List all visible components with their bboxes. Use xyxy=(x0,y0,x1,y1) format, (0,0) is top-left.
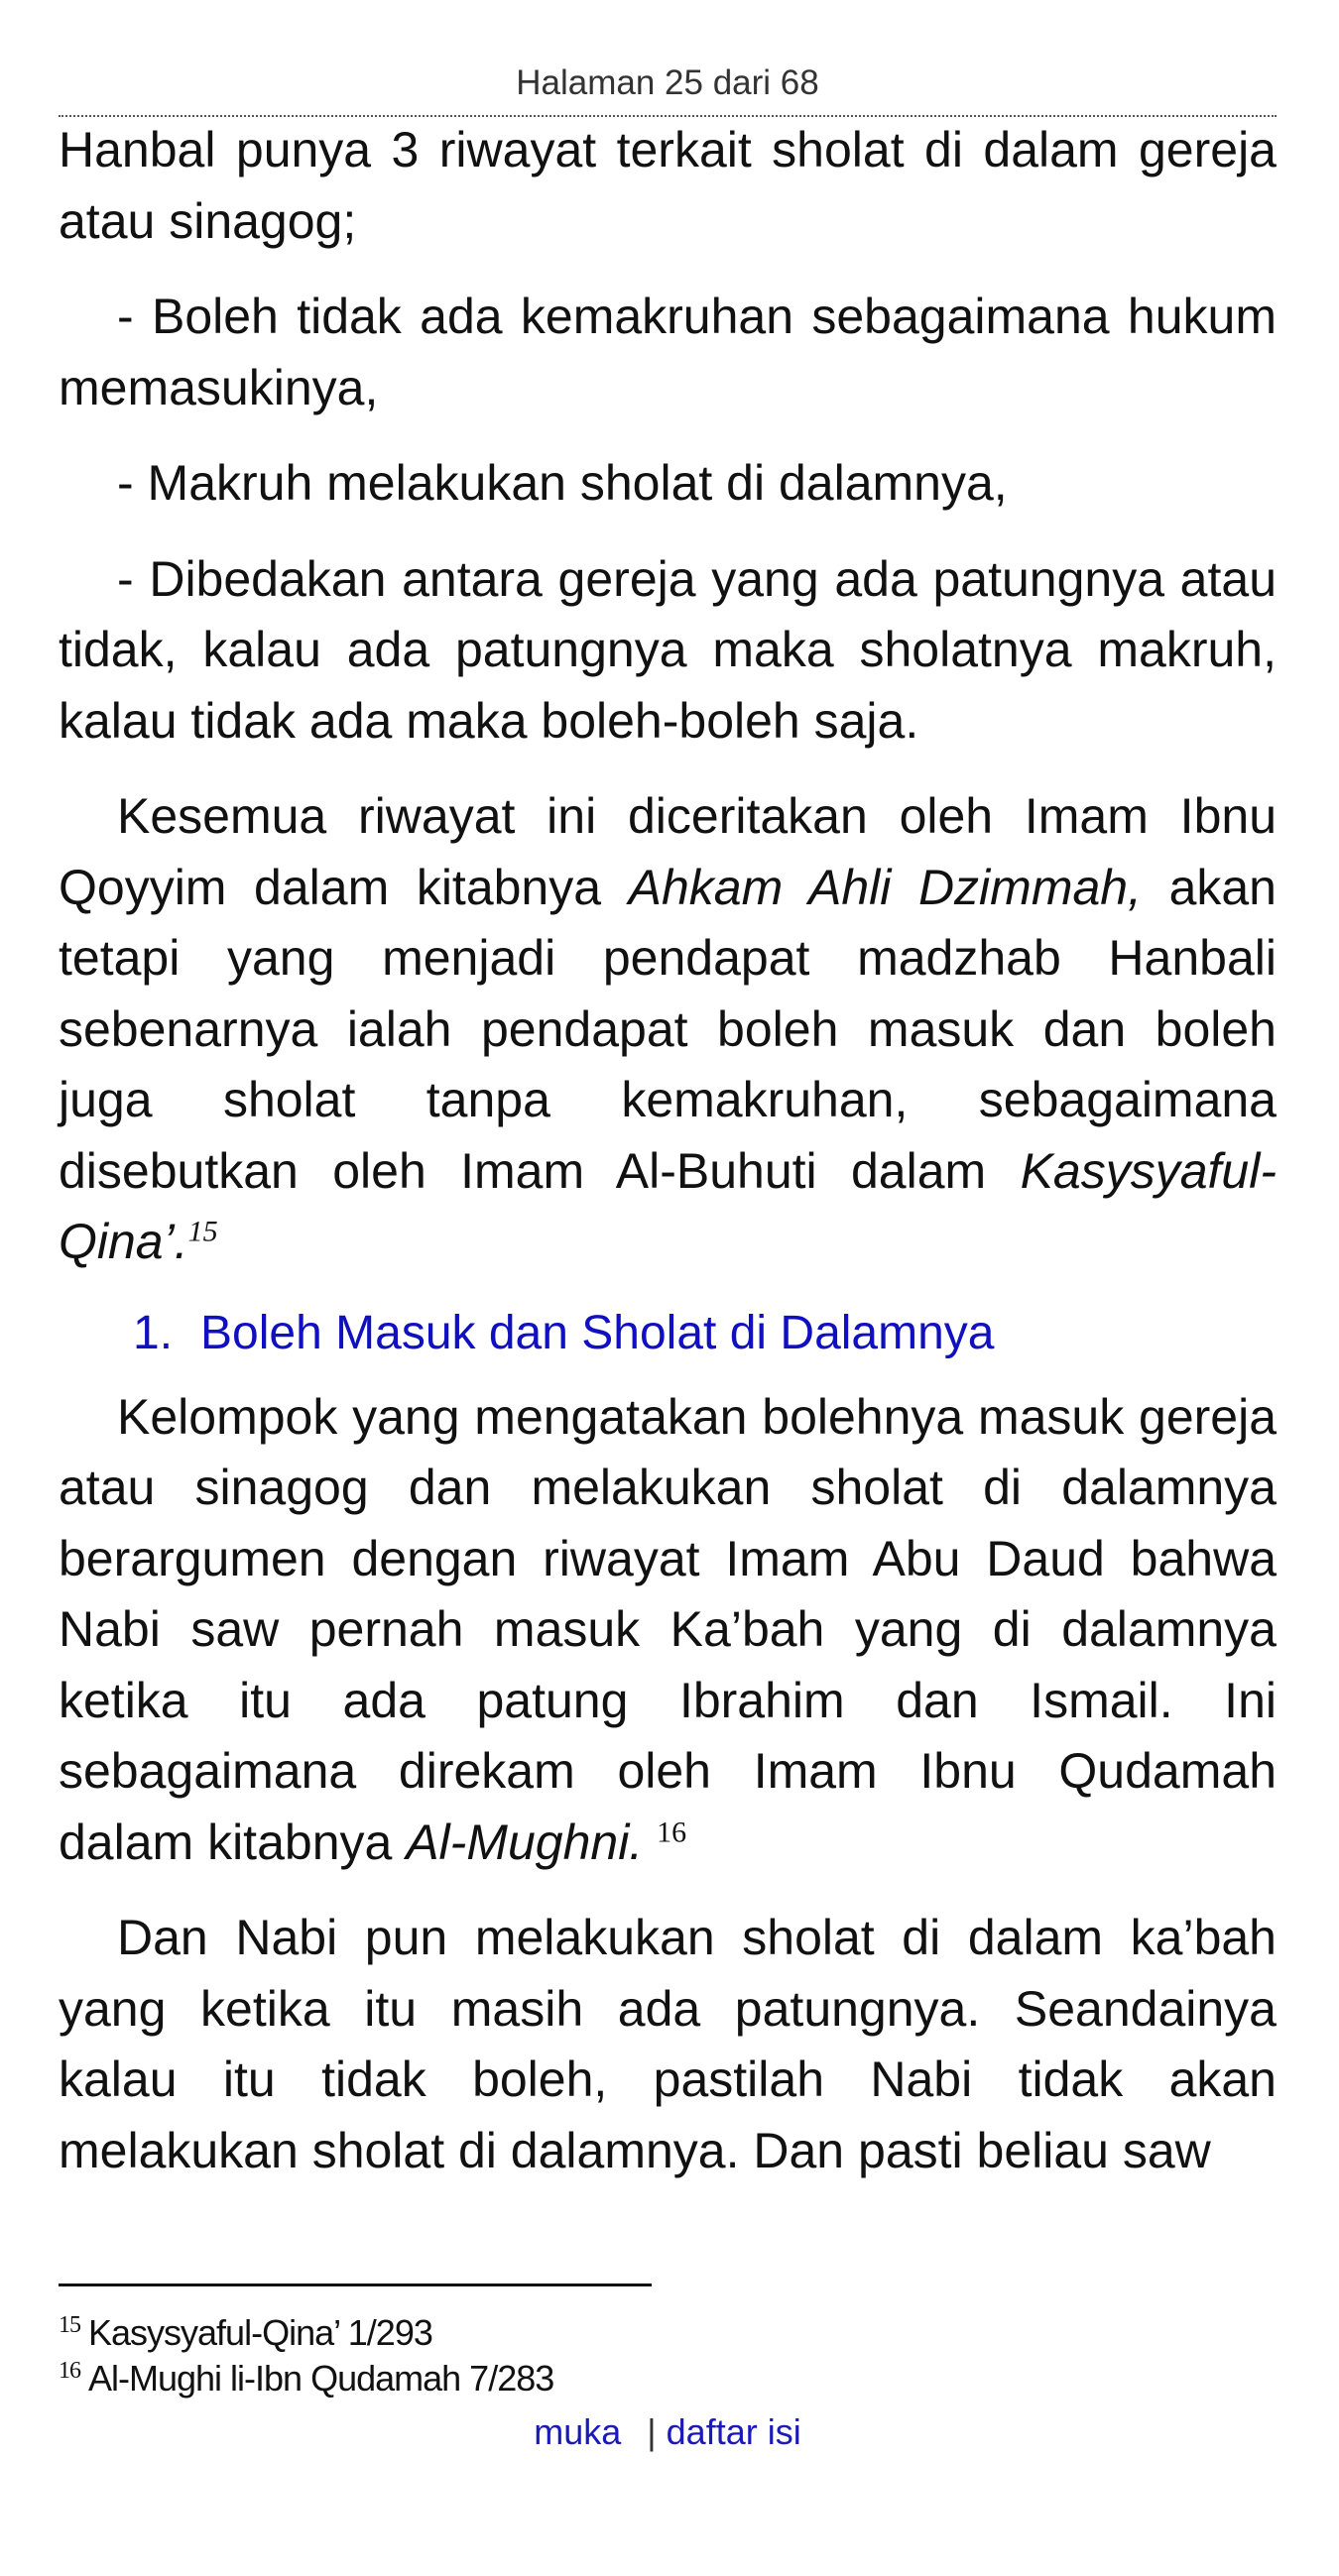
footer-navigation xyxy=(59,2407,1277,2457)
paragraph-7: Dan Nabi pun melakukan sholat di dalam ka’bah yang ketika itu masih ada patungnya. Seandainya kalau itu tidak boleh, pastilah Nabi tidak akan melakukan sholat di dalamnya. Dan pasti beliau saw xyxy=(59,1910,1277,2178)
page-indicator: Halaman 25 dari 68 xyxy=(516,63,819,102)
paragraph-6: Kelompok yang mengatakan bolehnya masuk gereja atau sinagog dan melakukan sholat di dalamnya berargumen dengan riwayat Imam Abu Daud bahwa Nabi saw pernah masuk Ka’bah yang di dalamnya ketika itu ada patung Ibrahim dan Ismail. Ini sebagaimana direkam oleh Imam Ibnu Qudamah dalam kitabnya Al-Mughni. $^{16}$ xyxy=(59,1388,1277,1870)
section-number: 1. xyxy=(133,1306,174,1359)
section-title: Boleh Masuk dan Sholat di Dalamnya xyxy=(200,1306,995,1359)
paragraph-5: Kesemua riwayat ini diceritakan oleh Imam Ibnu Qoyyim dalam kitabnya Ahkam Ahli Dzimmah, akan tetapi yang menjadi pendapat madzhab Hanbali sebenarnya ialah pendapat boleh masuk dan boleh juga sholat tanpa kemakruhan, sebagaimana disebutkan oleh Imam Al-Buhuti dalam Kasysyaful-Qina’.$^{15}$ xyxy=(59,788,1277,1269)
page-header xyxy=(59,58,1277,117)
body-text xyxy=(59,115,1277,2211)
paragraph-2: - Boleh tidak ada kemakruhan sebagaimana hukum memasukinya, xyxy=(59,289,1277,415)
nav-separator: | xyxy=(647,2411,657,2452)
footnote-ref-16[interactable]: 16 xyxy=(657,1815,687,1848)
footnote-16: $^{16}$ Al-Mughi li-Ibn Qudamah 7/283 xyxy=(59,2358,554,2399)
table-of-contents-link[interactable]: daftar isi xyxy=(666,2411,801,2452)
book-title-kasysyaful: Kasysyaful-Qina’. xyxy=(59,1142,1277,1269)
section-heading xyxy=(59,1303,1277,1364)
footnote-divider xyxy=(59,2283,652,2286)
paragraph-3: - Makruh melakukan sholat di dalamnya, xyxy=(117,455,1008,511)
footnote-ref-15[interactable]: 15 xyxy=(187,1215,218,1248)
footnote-15: $^{15}$ Kasysyaful-Qina’ 1/293 xyxy=(59,2312,432,2353)
paragraph-4: - Dibedakan antara gereja yang ada patungnya atau tidak, kalau ada patungnya maka sholatnya makruh, kalau tidak ada maka boleh-boleh saja. xyxy=(59,550,1277,749)
home-link[interactable]: muka xyxy=(534,2411,622,2452)
book-title-ahkam: Ahkam Ahli Dzimmah, xyxy=(628,859,1142,915)
footnotes xyxy=(59,2310,1277,2401)
document-page xyxy=(59,0,1277,2576)
paragraph-1: Hanbal punya 3 riwayat terkait sholat di dalam gereja atau sinagog; xyxy=(59,122,1277,249)
book-title-mughni: Al-Mughni. xyxy=(406,1814,644,1870)
